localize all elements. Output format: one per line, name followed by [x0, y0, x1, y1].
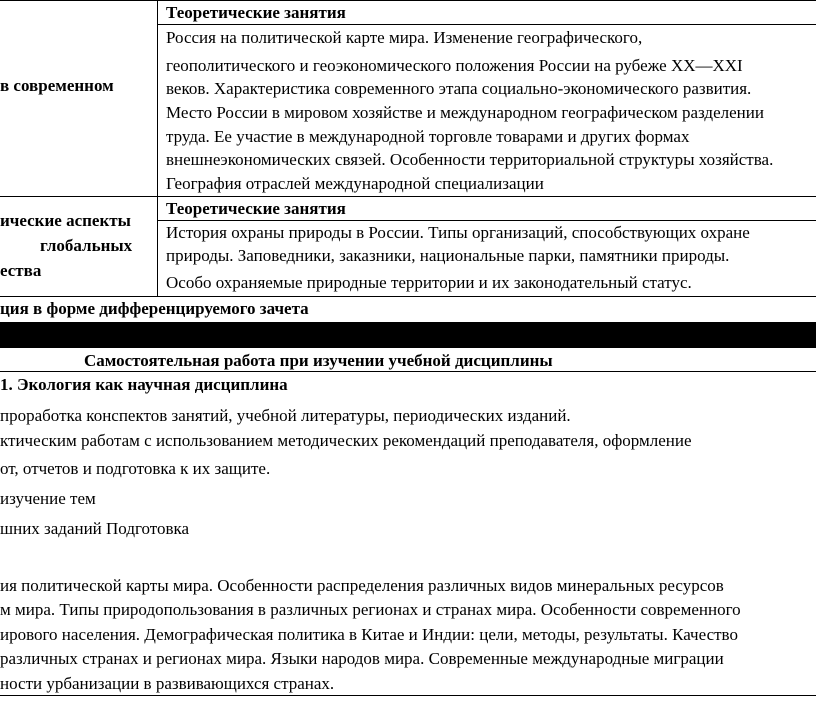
paragraph-line: различных странах и регионах мира. Языки народов мира. Современные международные миграции [0, 649, 724, 668]
row1-text-line: Место России в мировом хозяйстве и международном географическом разделении [166, 103, 764, 122]
body-line: от, отчетов и подготовка к их защите. [0, 459, 271, 478]
topic-title: 1. Экология как научная дисциплина [0, 375, 288, 394]
row1-text-line: внешнеэкономических связей. Особенности территориальной структуры хозяйства. [166, 150, 774, 169]
row1-left-label: в современном [0, 76, 114, 95]
black-separator-bar [0, 322, 816, 348]
row-divider-5 [0, 371, 816, 372]
body-line: изучение тем [0, 489, 96, 508]
paragraph-line: м мира. Типы природопользования в различных регионах и странах мира. Особенности современного [0, 600, 741, 619]
row2-text-line: Особо охраняемые природные территории и их законодательный статус. [166, 273, 692, 292]
row1-text-line: География отраслей международной специализации [166, 174, 544, 193]
assessment-row: ция в форме дифференцируемого зачета [0, 299, 309, 318]
paragraph-line: ности урбанизации в развивающихся странах. [0, 674, 335, 693]
row2-left-label-line: ества [0, 261, 42, 280]
paragraph-line: ирового населения. Демографическая политика в Китае и Индии: цели, методы, результаты. Качество [0, 625, 738, 644]
row1-text-line: геополитического и геоэкономического положения России на рубеже XX—XXI [166, 56, 743, 75]
row2-text-line: История охраны природы в России. Типы организаций, способствующих охране [166, 223, 750, 242]
row2-left-label-line: ические аспекты [0, 211, 131, 230]
row-divider-2 [0, 196, 816, 197]
table-top-border [0, 0, 816, 1]
body-line: проработка конспектов занятий, учебной литературы, периодических изданий. [0, 406, 571, 425]
body-line: ктическим работам с использованием методических рекомендаций преподавателя, оформление [0, 431, 692, 450]
row2-left-label-line: глобальных [40, 236, 133, 255]
row-divider-4 [0, 296, 816, 297]
table-bottom-border [0, 695, 816, 696]
row2-heading: Теоретические занятия [166, 199, 346, 218]
independent-work-heading: Самостоятельная работа при изучении учебной дисциплины [84, 351, 553, 370]
row1-text-line: Россия на политической карте мира. Изменение географического, [166, 28, 643, 47]
row1-text-line: веков. Характеристика современного этапа социально-экономического развития. [166, 79, 752, 98]
column-divider [157, 0, 158, 296]
row-divider-1 [157, 24, 816, 25]
row1-text-line: труда. Ее участие в международной торговле товарами и других формах [166, 127, 690, 146]
body-line: шних заданий Подготовка [0, 519, 190, 538]
row1-heading: Теоретические занятия [166, 3, 346, 22]
row-divider-3 [157, 220, 816, 221]
row2-text-line: природы. Заповедники, заказники, национальные парки, памятники природы. [166, 246, 730, 265]
paragraph-line: ия политической карты мира. Особенности распределения различных видов минеральных ресурсов [0, 576, 724, 595]
